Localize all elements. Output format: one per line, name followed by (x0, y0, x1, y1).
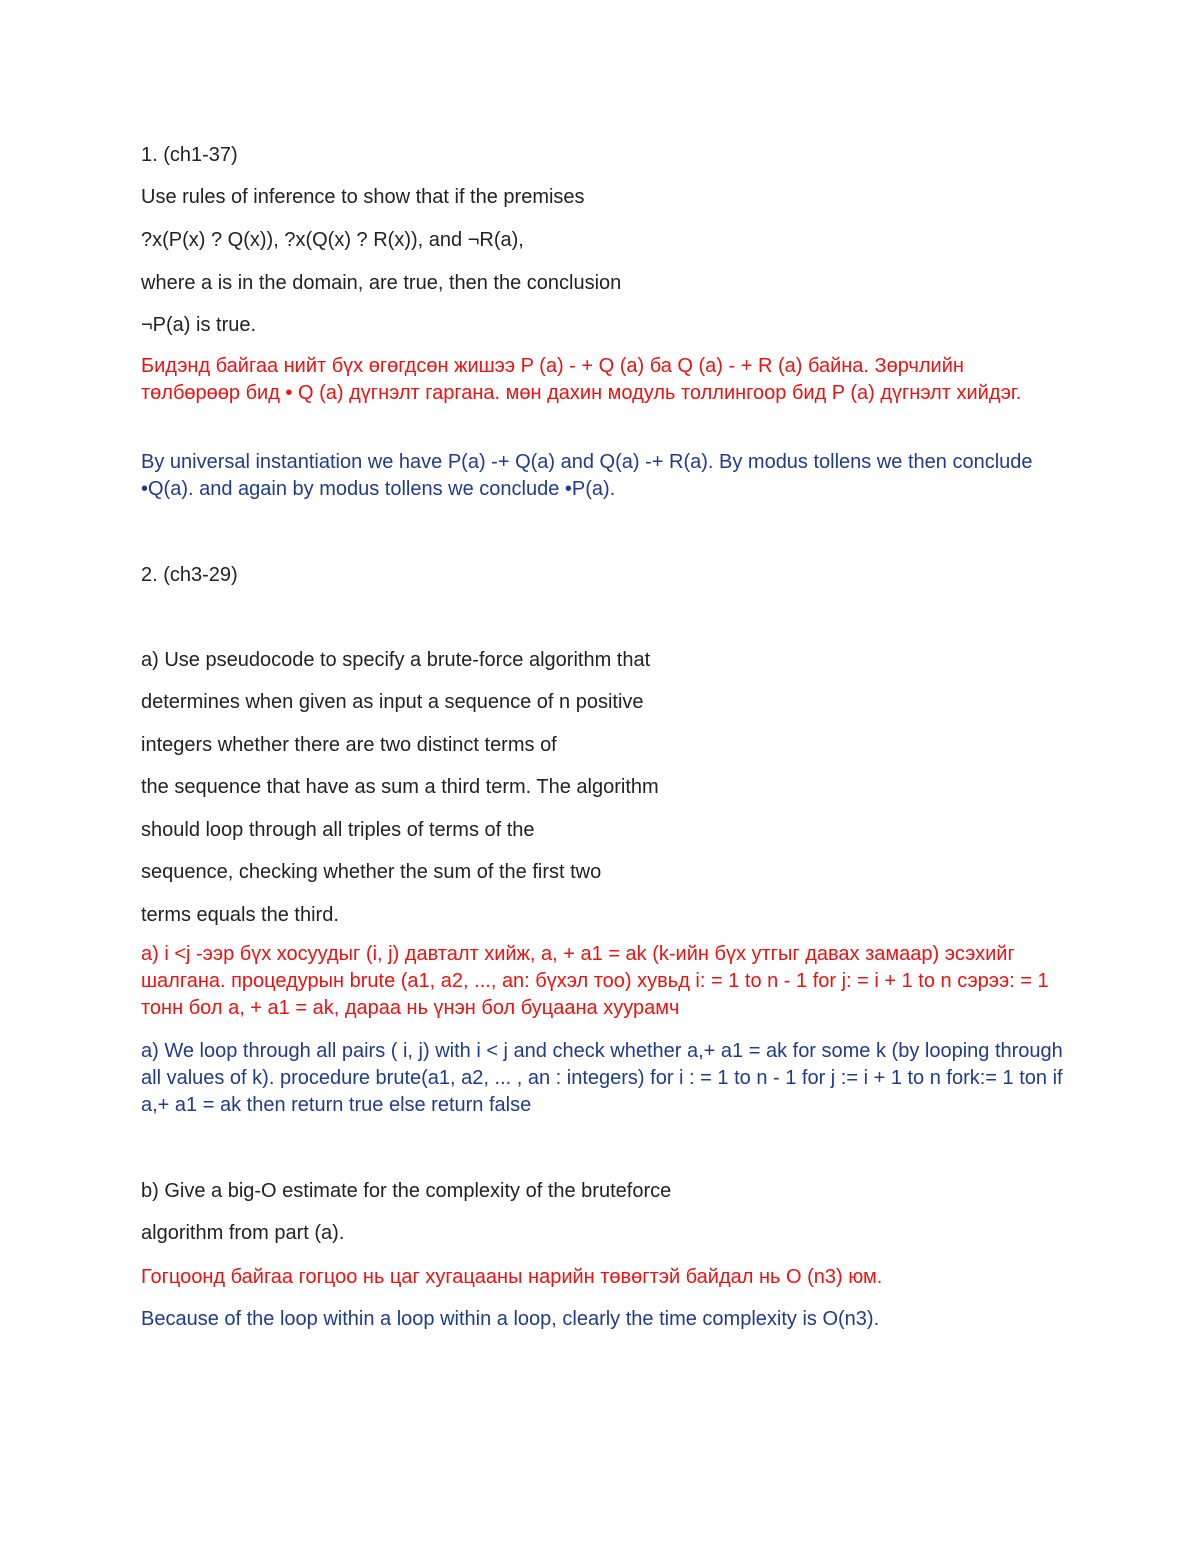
q2a-prompt-line-1: a) Use pseudocode to specify a brute-force algorithm that (141, 649, 651, 671)
q2-heading: 2. (ch3-29) (141, 564, 238, 586)
q2a-prompt-line-6: sequence, checking whether the sum of the first two (141, 861, 602, 883)
q1-prompt-line-4: ¬P(a) is true. (141, 314, 257, 336)
q2a-answer-english: a) We loop through all pairs ( i, j) with i < j and check whether a,+ a1 = ak for some k (by looping through all values of k). procedure brute(a1, a2, ... , an : integers) for i : = 1 to n - 1 for j := i + 1 to n fork:= 1 ton if a,+ a1 = ak then return true else return false (141, 1040, 1063, 1116)
q1-prompt-line-3: where a is in the domain, are true, then the conclusion (141, 272, 622, 294)
q1-answer-mongolian: Бидэнд байгаа нийт бүх өгөгдсөн жишээ P (a) - + Q (a) ба Q (a) - + R (a) байна. Зөрчлийн төлбөрөөр бид • Q (a) дүгнэлт гаргана. мөн дахин модуль толлингоор бид P (a) дүгнэлт хийдэг. (141, 355, 1022, 404)
q2a-prompt-line-3: integers whether there are two distinct terms of (141, 734, 557, 756)
q2a-prompt-line-5: should loop through all triples of terms of the (141, 819, 535, 841)
q2b-prompt-line-1: b) Give a big-O estimate for the complexity of the bruteforce (141, 1180, 672, 1202)
q2b-answer-mongolian: Гогцоонд байгаа гогцоо нь цаг хугацааны нарийн төвөгтэй байдал нь O (n3) юм. (141, 1266, 883, 1288)
q2a-prompt-line-4: the sequence that have as sum a third term. The algorithm (141, 776, 659, 798)
q2b-answer-english: Because of the loop within a loop within a loop, clearly the time complexity is O(n3). (141, 1308, 880, 1330)
q1-prompt-line-2: ?x(P(x) ? Q(x)), ?x(Q(x) ? R(x)), and ¬R(a), (141, 229, 524, 251)
q1-heading: 1. (ch1-37) (141, 144, 238, 166)
q1-answer-english: By universal instantiation we have P(a) -+ Q(a) and Q(a) -+ R(a). By modus tollens we then conclude •Q(a). and again by modus tollens we conclude •P(a). (141, 451, 1033, 500)
q1-prompt-line-1: Use rules of inference to show that if the premises (141, 186, 585, 208)
q2b-prompt-line-2: algorithm from part (a). (141, 1222, 345, 1244)
q2a-prompt-line-7: terms equals the third. (141, 904, 339, 926)
q2a-answer-mongolian: a) i <j -ээр бүх хосуудыг (i, j) давталт хийж, a, + a1 = ak (k-ийн бүх утгыг давах замаар) эсэхийг шалгана. процедурын brute (a1, a2, ..., an: бүхэл тоо) хувьд i: = 1 to n - 1 for j: = i + 1 to n сэрээ: = 1 тонн бол a, + a1 = ak, дараа нь үнэн бол буцаана хуурамч (141, 943, 1049, 1019)
q2a-prompt-line-2: determines when given as input a sequence of n positive (141, 691, 644, 713)
